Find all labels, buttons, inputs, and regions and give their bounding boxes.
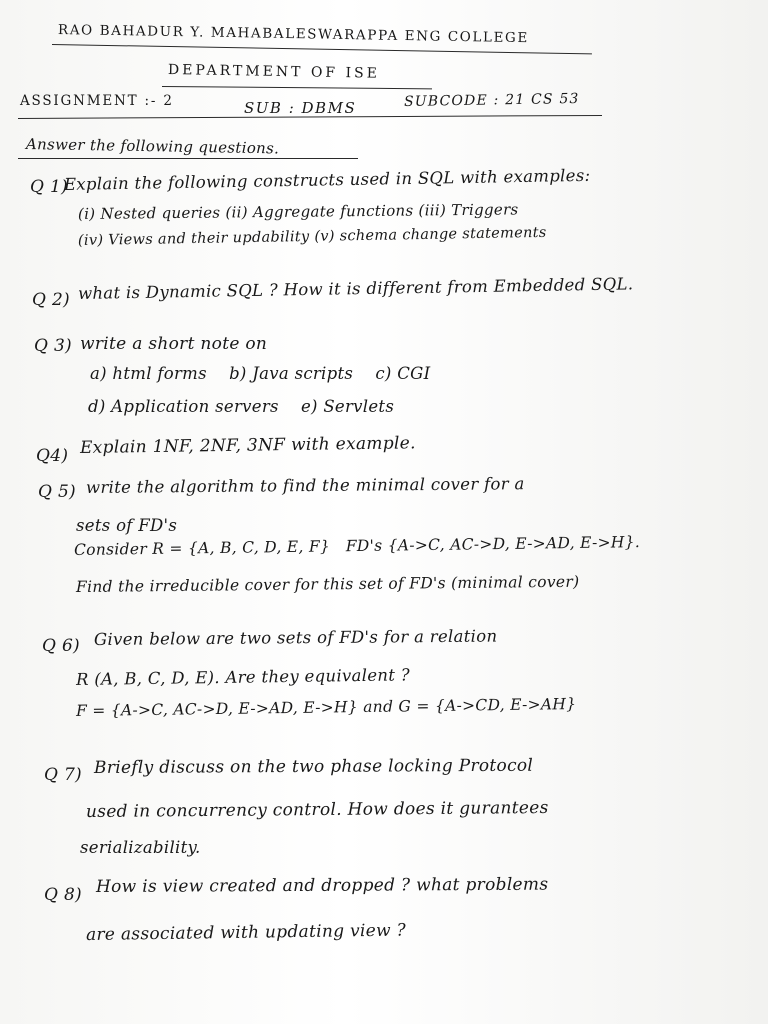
- question-6-label: Q 6): [42, 636, 80, 656]
- question-3-line-1: write a short note on: [80, 334, 268, 354]
- question-6-line-3: F = {A->C, AC->D, E->AD, E->H} and G = {A->CD, E->AH}: [75, 695, 577, 720]
- instruction-text: Answer the following questions.: [25, 135, 280, 158]
- question-1-label: Q 1): [30, 177, 68, 197]
- department-name: DEPARTMENT OF ISE: [167, 62, 381, 82]
- question-7-line-3: serializability.: [80, 838, 201, 857]
- question-1-line-2: (i) Nested queries (ii) Aggregate functions (iii) Triggers: [77, 200, 519, 223]
- question-5-line-2: sets of FD's: [76, 516, 178, 535]
- header-divider-upper: [18, 115, 602, 119]
- header-divider-lower: [18, 158, 358, 159]
- question-5-line-4: Find the irreducible cover for this set of FD's (minimal cover): [75, 572, 580, 596]
- question-5-line-3: Consider R = {A, B, C, D, E, F} FD's {A->C, AC->D, E->AD, E->H}.: [73, 533, 641, 559]
- question-3-label: Q 3): [34, 336, 72, 356]
- question-2-line-1: what is Dynamic SQL ? How it is different from Embedded SQL.: [77, 274, 634, 303]
- question-3-line-3: d) Application servers e) Servlets: [88, 397, 395, 416]
- question-5-line-1: write the algorithm to find the minimal cover for a: [85, 474, 525, 497]
- department-underline: [162, 86, 432, 89]
- question-7-label: Q 7): [44, 765, 82, 785]
- college-name: RAO BAHADUR Y. MAHABALESWARAPPA ENG COLLEGE: [57, 22, 529, 47]
- question-4-label: Q4): [36, 446, 69, 466]
- subject-code: SUBCODE : 21 CS 53: [403, 90, 580, 110]
- question-6-line-2: R (A, B, C, D, E). Are they equivalent ?: [75, 665, 411, 689]
- question-3-line-2: a) html forms b) Java scripts c) CGI: [90, 364, 431, 383]
- question-7-line-2: used in concurrency control. How does it gurantees: [85, 797, 549, 822]
- question-2-label: Q 2): [32, 290, 70, 310]
- assignment-number: ASSIGNMENT :- 2: [20, 93, 174, 109]
- question-1-line-3: (iv) Views and their updability (v) schema change statements: [77, 224, 547, 249]
- question-7-line-1: Briefly discuss on the two phase locking Protocol: [93, 755, 534, 778]
- question-4-line-1: Explain 1NF, 2NF, 3NF with example.: [79, 433, 416, 458]
- question-6-line-1: Given below are two sets of FD's for a relation: [93, 626, 498, 649]
- subject-name: SUB : DBMS: [244, 99, 357, 117]
- question-1-line-1: Explain the following constructs used in SQL with examples:: [63, 165, 591, 194]
- question-5-label: Q 5): [38, 482, 76, 502]
- question-8-label: Q 8): [44, 885, 82, 905]
- question-8-line-1: How is view created and dropped ? what problems: [95, 874, 549, 897]
- question-8-line-2: are associated with updating view ?: [85, 920, 407, 945]
